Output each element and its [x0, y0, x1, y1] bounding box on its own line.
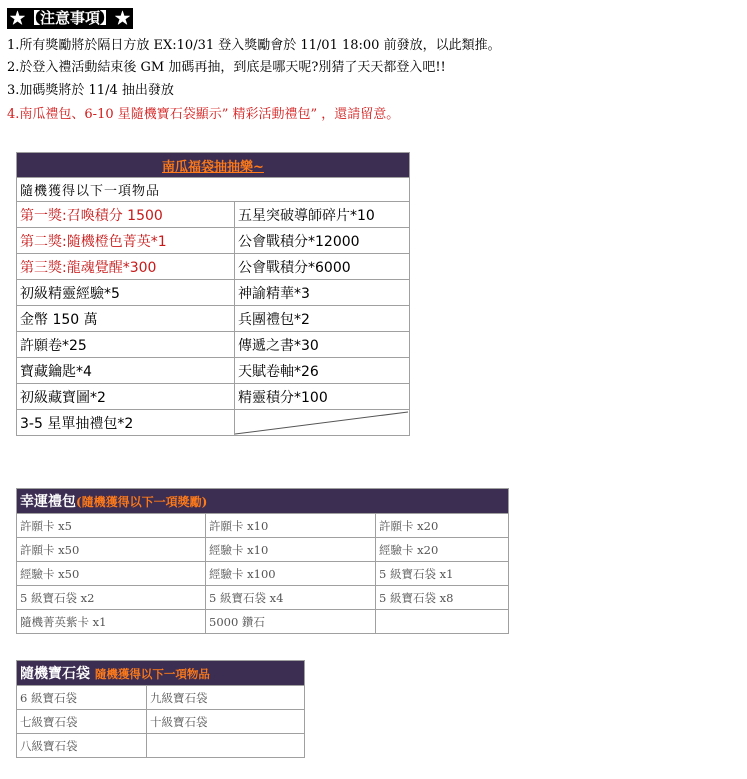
table-cell: 6 級寶石袋	[17, 686, 147, 710]
table-cell	[147, 734, 305, 758]
table-row	[17, 332, 410, 358]
table-cell: 5 級寶石袋 x1	[376, 562, 509, 586]
table-cell: 金幣 150 萬	[17, 306, 235, 332]
table-cell: 第一獎:召喚積分 1500	[17, 202, 235, 228]
gem-bag-header-main: 隨機寶石袋	[20, 666, 90, 682]
table-row	[17, 254, 410, 280]
table-row	[17, 384, 410, 410]
table-cell: 經驗卡 x100	[206, 562, 376, 586]
table-row	[17, 280, 410, 306]
table-row	[17, 686, 305, 710]
table-row	[17, 202, 410, 228]
table-row	[17, 586, 509, 610]
lucky-pack-header	[17, 489, 509, 514]
table-row	[17, 178, 410, 202]
table-cell: 第三獎:龍魂覺醒*300	[17, 254, 235, 280]
table-cell: 隨機菁英紫卡 x1	[17, 610, 206, 634]
gem-bag-header-note: 隨機獲得以下一項物品	[94, 667, 210, 681]
table-cell: 許願卷*25	[17, 332, 235, 358]
table-row	[17, 610, 509, 634]
pumpkin-table	[16, 152, 410, 436]
table-cell: 兵團禮包*2	[235, 306, 410, 332]
table-cell: 初級藏寶圖*2	[17, 384, 235, 410]
notice-line-2: 2.於登入禮活動結束後 GM 加碼再抽，到底是哪天呢?別猜了天天都登入吧!!	[7, 60, 446, 75]
table-cell: 經驗卡 x10	[206, 538, 376, 562]
table-row	[17, 661, 305, 686]
table-cell: 初級精靈經驗*5	[17, 280, 235, 306]
table-row	[17, 514, 509, 538]
table-cell: 許願卡 x10	[206, 514, 376, 538]
table-row	[17, 153, 410, 178]
table-row	[17, 306, 410, 332]
notice-line-1: 1.所有獎勵將於隔日方放 EX:10/31 登入獎勵會於 11/01 18:00 前發放，以此類推。	[7, 38, 501, 53]
table-cell: 許願卡 x20	[376, 514, 509, 538]
table-row	[17, 358, 410, 384]
empty-diagonal-cell	[235, 410, 410, 436]
lucky-pack-table	[16, 488, 509, 634]
table-cell: 3-5 星單抽禮包*2	[17, 410, 235, 436]
table-row	[17, 710, 305, 734]
notice-line-3: 3.加碼獎將於 11/4 抽出發放	[7, 83, 174, 98]
table-row	[17, 228, 410, 254]
table-cell: 九級寶石袋	[147, 686, 305, 710]
table-cell: 寶藏鑰匙*4	[17, 358, 235, 384]
pumpkin-table-header: 南瓜福袋抽抽樂~	[17, 153, 410, 178]
table-cell: 神諭精華*3	[235, 280, 410, 306]
gem-bag-header	[17, 661, 305, 686]
table-cell: 5 級寶石袋 x2	[17, 586, 206, 610]
table-cell: 十級寶石袋	[147, 710, 305, 734]
table-cell	[376, 610, 509, 634]
diagonal-line	[235, 410, 410, 436]
table-cell: 公會戰積分*12000	[235, 228, 410, 254]
table-cell: 七級寶石袋	[17, 710, 147, 734]
table-cell: 許願卡 x5	[17, 514, 206, 538]
notice-title: ★【注意事項】★	[7, 8, 133, 29]
table-cell: 天賦卷軸*26	[235, 358, 410, 384]
table-row	[17, 489, 509, 514]
table-cell: 經驗卡 x50	[17, 562, 206, 586]
table-cell: 精靈積分*100	[235, 384, 410, 410]
table-cell: 五星突破導師碎片*10	[235, 202, 410, 228]
table-cell: 5000 鑽石	[206, 610, 376, 634]
pumpkin-table-subheader: 隨機獲得以下一項物品	[17, 178, 410, 202]
table-row	[17, 410, 410, 436]
table-row	[17, 734, 305, 758]
table-cell: 5 級寶石袋 x4	[206, 586, 376, 610]
table-cell: 八級寶石袋	[17, 734, 147, 758]
table-cell: 經驗卡 x20	[376, 538, 509, 562]
table-row	[17, 538, 509, 562]
notice-line-4: 4.南瓜禮包、6-10 星隨機寶石袋顯示” 精彩活動禮包” ，還請留意。	[7, 107, 400, 122]
table-cell: 第二獎:隨機橙色菁英*1	[17, 228, 235, 254]
table-cell: 公會戰積分*6000	[235, 254, 410, 280]
table-cell: 傳遞之書*30	[235, 332, 410, 358]
table-cell: 許願卡 x50	[17, 538, 206, 562]
table-cell: 5 級寶石袋 x8	[376, 586, 509, 610]
lucky-pack-header-note: (隨機獲得以下一項獎勵)	[76, 495, 208, 509]
gem-bag-table	[16, 660, 305, 758]
table-row	[17, 562, 509, 586]
lucky-pack-header-main: 幸運禮包	[20, 494, 76, 510]
